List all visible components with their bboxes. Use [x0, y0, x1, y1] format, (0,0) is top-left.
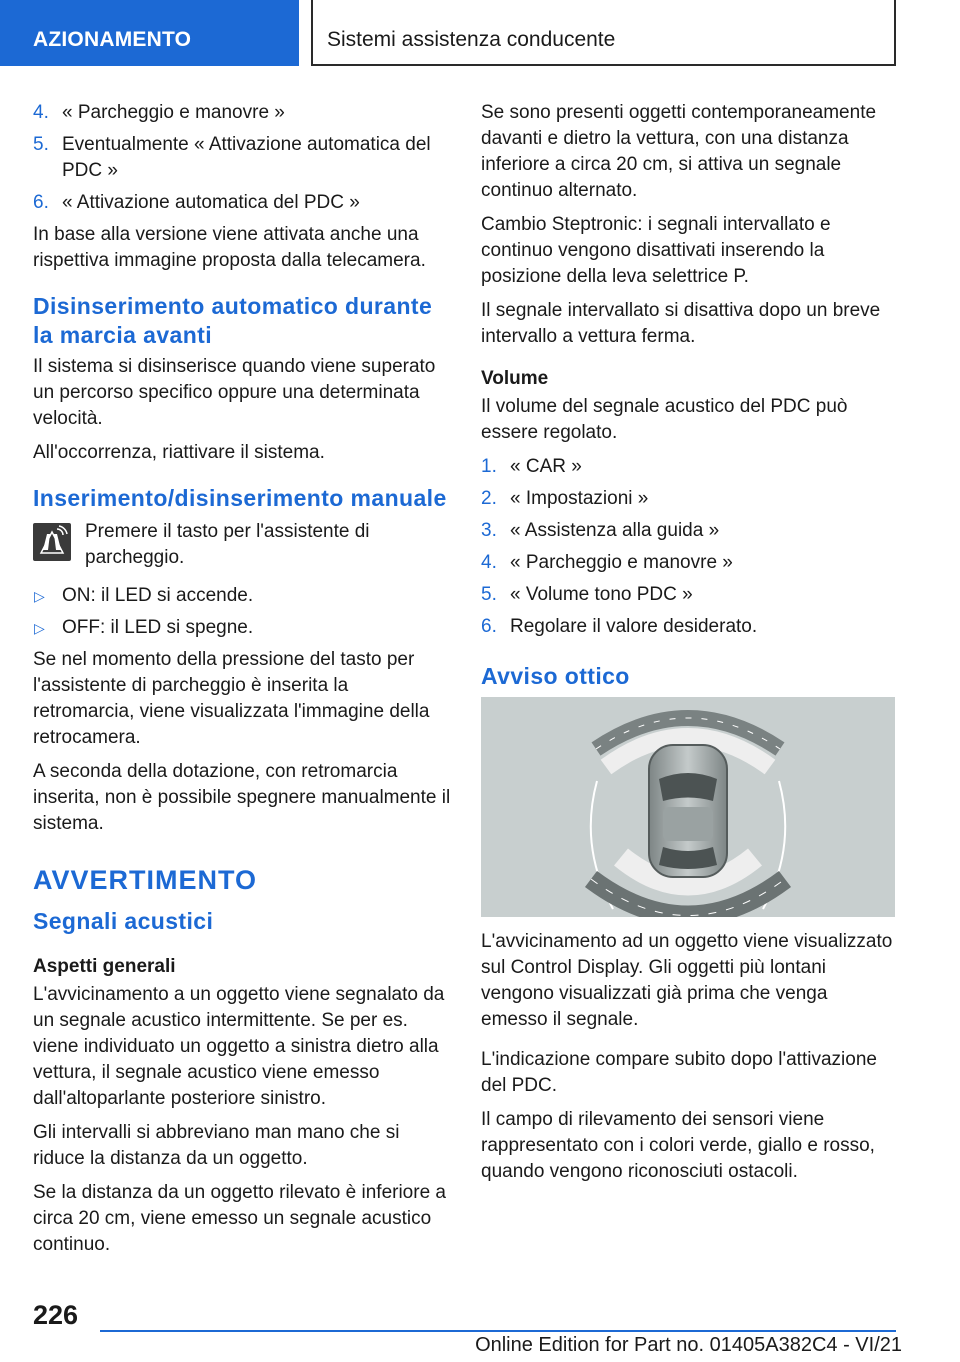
list-item — [33, 615, 451, 641]
paragraph: All'occorrenza, riattivare il sistema. — [33, 442, 325, 463]
paragraph: Se la distanza da un oggetto rilevato è inferiore a circa 20 cm, viene emesso un segnale acustico continuo. — [33, 1182, 446, 1255]
list-item — [481, 518, 899, 544]
step-text: Regolare il valore desiderato. — [510, 616, 758, 637]
list-item — [33, 132, 451, 184]
header-chapter-box — [311, 0, 896, 66]
page-number: 226 — [33, 1300, 79, 1330]
header-chapter-title: Sistemi assistenza conducente — [327, 28, 616, 51]
step-number: 5. — [33, 134, 49, 155]
step-number: 1. — [481, 456, 497, 477]
heading-visual: Avviso ottico — [481, 663, 630, 689]
step-text: « Parcheggio e manovre » — [510, 552, 733, 573]
paragraph: L'indicazione compare subito dopo l'attivazione del PDC. — [481, 1049, 877, 1096]
step-number: 2. — [481, 488, 497, 509]
paragraph: Il segnale intervallato si disattiva dopo un breve intervallo a vettura ferma. — [481, 300, 881, 347]
paragraph: L'avvicinamento a un oggetto viene segnalato da un segnale acustico intermittente. Se per es. viene individuato un oggetto a sinistra dietro alla vettura, il segnale acustico viene emesso dall'altoparlante posteriore sinistro. — [33, 984, 445, 1109]
pdc-display-image — [481, 697, 895, 917]
step-text: « Parcheggio e manovre » — [62, 102, 285, 123]
step-number: 3. — [481, 520, 497, 541]
paragraph: In base alla versione viene attivata anche una rispettiva immagine proposta dalla telecamera. — [33, 224, 426, 271]
park-assist-button-icon — [33, 523, 71, 561]
bullet-triangle-icon: ▷ — [34, 588, 45, 604]
bullet-text: OFF: il LED si spegne. — [62, 617, 254, 638]
step-number: 4. — [33, 102, 49, 123]
footer-divider — [100, 1330, 896, 1332]
list-item — [33, 100, 451, 126]
heading-acoustic: Segnali acustici — [33, 908, 214, 934]
paragraph: Se nel momento della pressione del tasto per l'assistente di parcheggio è inserita la retromarcia, viene visualizzata l'immagine della retrocamera. — [33, 649, 430, 748]
list-item — [481, 582, 899, 608]
warning-heading: AVVERTIMENTO — [33, 865, 258, 895]
header-section-title: AZIONAMENTO — [33, 28, 192, 51]
heading-manual: Inserimento/disinserimento manuale — [33, 485, 447, 511]
step-text: Eventualmente « Attivazione automatica del PDC » — [62, 134, 431, 181]
list-item — [481, 550, 899, 576]
button-instruction-text: Premere il tasto per l'assistente di parcheggio. — [85, 521, 370, 568]
subheading-general: Aspetti generali — [33, 956, 176, 977]
step-number: 6. — [481, 616, 497, 637]
subheading-volume: Volume — [481, 368, 549, 389]
step-number: 6. — [33, 192, 49, 213]
paragraph: L'avvicinamento ad un oggetto viene visualizzato sul Control Display. Gli oggetti più lontani vengono visualizzati già prima che venga emesso il segnale. — [481, 931, 893, 1030]
list-item — [33, 583, 451, 609]
step-text: « CAR » — [510, 456, 582, 477]
bullet-text: ON: il LED si accende. — [62, 585, 254, 606]
list-item — [481, 614, 899, 640]
paragraph: Gli intervalli si abbreviano man mano che si riduce la distanza da un oggetto. — [33, 1122, 400, 1169]
step-text: « Impostazioni » — [510, 488, 649, 509]
footer-edition: Online Edition for Part no. 01405A382C4 - VI/21 — [475, 1334, 902, 1356]
list-item — [33, 190, 451, 216]
step-number: 4. — [481, 552, 497, 573]
left-column — [33, 100, 451, 1266]
button-instruction — [33, 519, 451, 571]
paragraph: Se sono presenti oggetti contemporaneamente davanti e dietro la vettura, con una distanza inferiore a circa 20 cm, si attiva un segnale continuo alternato. — [481, 102, 877, 201]
step-text: « Volume tono PDC » — [510, 584, 693, 605]
paragraph: A seconda della dotazione, con retromarcia inserita, non è possibile spegnere manualmente il sistema. — [33, 761, 451, 834]
step-number: 5. — [481, 584, 497, 605]
right-column — [481, 100, 899, 1193]
paragraph: Il sistema si disinserisce quando viene superato un percorso specifico oppure una determinata velocità. — [33, 356, 436, 429]
heading-auto-off: Disinserimento automatico durante la marcia avanti — [33, 293, 433, 348]
step-text: « Attivazione automatica del PDC » — [62, 192, 360, 213]
car-top-view — [649, 745, 727, 877]
step-text: « Assistenza alla guida » — [510, 520, 720, 541]
header-section-tab — [0, 0, 299, 66]
paragraph: Il volume del segnale acustico del PDC può essere regolato. — [481, 396, 848, 443]
paragraph: Il campo di rilevamento dei sensori viene rappresentato con i colori verde, giallo e rosso, quando vengono riconosciuti ostacoli. — [481, 1109, 875, 1182]
list-item — [481, 454, 899, 480]
paragraph: Cambio Steptronic: i segnali intervallato e continuo vengono disattivati inserendo la posizione della leva selettrice P. — [481, 214, 831, 287]
list-item — [481, 486, 899, 512]
bullet-triangle-icon: ▷ — [34, 620, 45, 636]
